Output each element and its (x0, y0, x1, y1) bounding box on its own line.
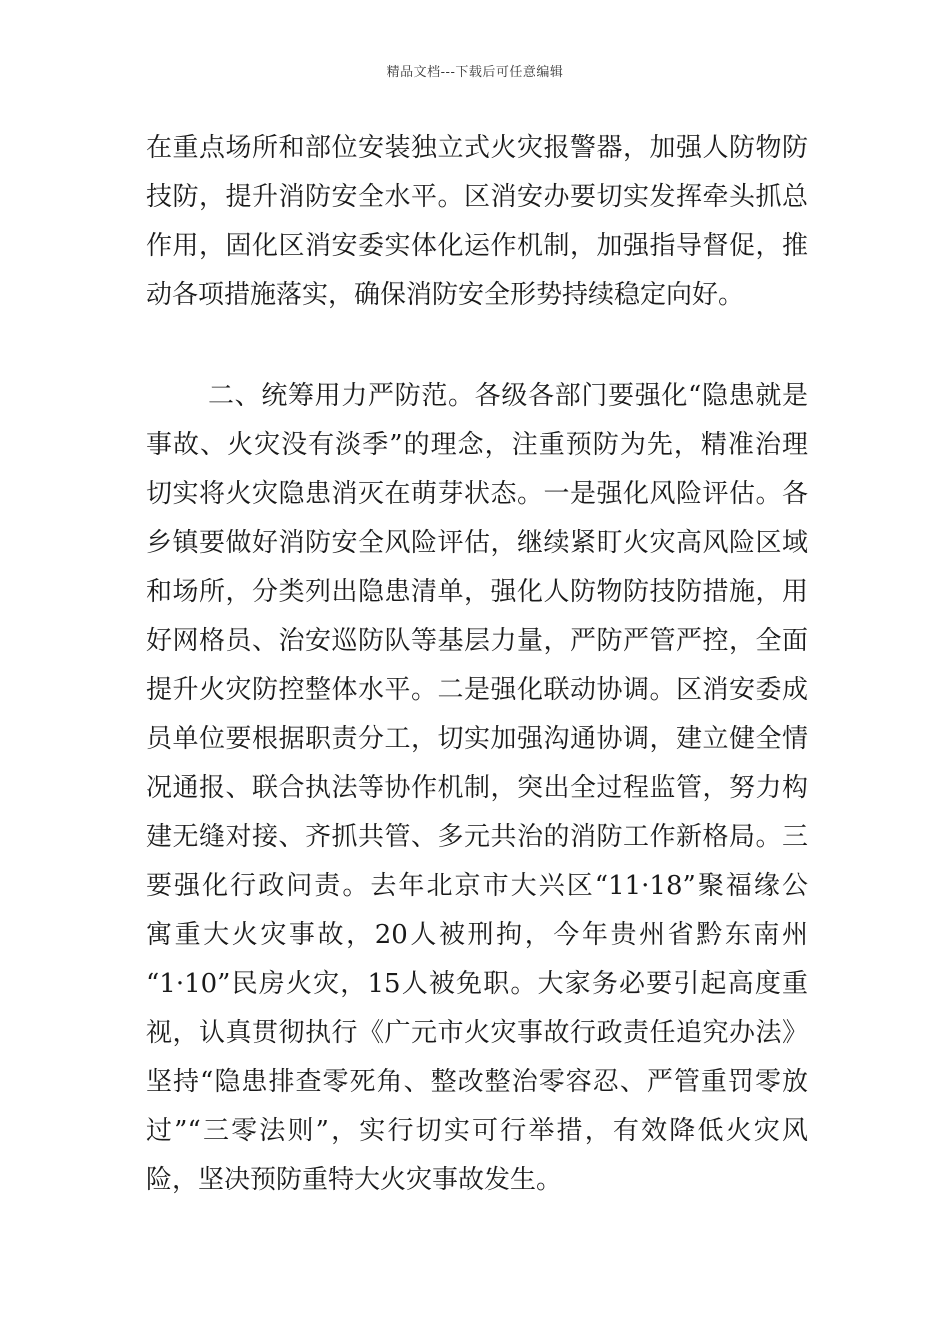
text-line: 员单位要根据职责分工，切实加强沟通协调，建立健全情 (146, 724, 808, 754)
text-line: 和场所，分类列出隐患清单，强化人防物防技防措施，用 (146, 577, 808, 607)
text-line: 险，坚决预防重特大火灾事故发生。 (146, 1165, 563, 1195)
text-line: 在重点场所和部位安装独立式火灾报警器，加强人防物防 (146, 133, 808, 163)
text-line: 切实将火灾隐患消灭在萌芽状态。一是强化风险评估。各 (146, 479, 808, 509)
text-line: 乡镇要做好消防安全风险评估，继续紧盯火灾高风险区域 (146, 528, 808, 558)
text-line: 坚持“隐患排查零死角、整改整治零容忍、严管重罚零放 (146, 1067, 808, 1097)
page-header: 精品文档---下载后可任意编辑 (386, 65, 564, 80)
paragraph-1 (146, 124, 808, 320)
text-line: 技防，提升消防安全水平。区消安办要切实发挥牵头抓总 (146, 182, 808, 212)
text-line: 过”“三零法则”，实行切实可行举措，有效降低火灾风 (146, 1116, 808, 1146)
text-line: 况通报、联合执法等协作机制，突出全过程监管，努力构 (146, 773, 808, 803)
text-line: 二、统筹用力严防范。各级各部门要强化“隐患就是 (208, 381, 808, 411)
text-line: 好网格员、治安巡防队等基层力量，严防严管严控，全面 (146, 626, 808, 656)
text-line: 动各项措施落实，确保消防安全形势持续稳定向好。 (146, 280, 745, 310)
text-line: 视，认真贯彻执行《广元市火灾事故行政责任追究办法》 (146, 1018, 808, 1048)
text-line: 建无缝对接、齐抓共管、多元共治的消防工作新格局。三 (146, 822, 808, 852)
paragraph-2 (146, 372, 808, 1205)
text-line: 提升火灾防控整体水平。二是强化联动协调。区消安委成 (146, 675, 808, 705)
text-line: 作用，固化区消安委实体化运作机制，加强指导督促，推 (146, 231, 808, 261)
text-line: 寓重大火灾事故，20人被刑拘，今年贵州省黔东南州 (146, 920, 808, 950)
text-line: 要强化行政问责。去年北京市大兴区“11·18”聚福缘公 (146, 871, 808, 901)
text-line: 事故、火灾没有淡季”的理念，注重预防为先，精准治理 (146, 430, 808, 460)
text-line: “1·10”民房火灾，15人被免职。大家务必要引起高度重 (146, 969, 808, 999)
